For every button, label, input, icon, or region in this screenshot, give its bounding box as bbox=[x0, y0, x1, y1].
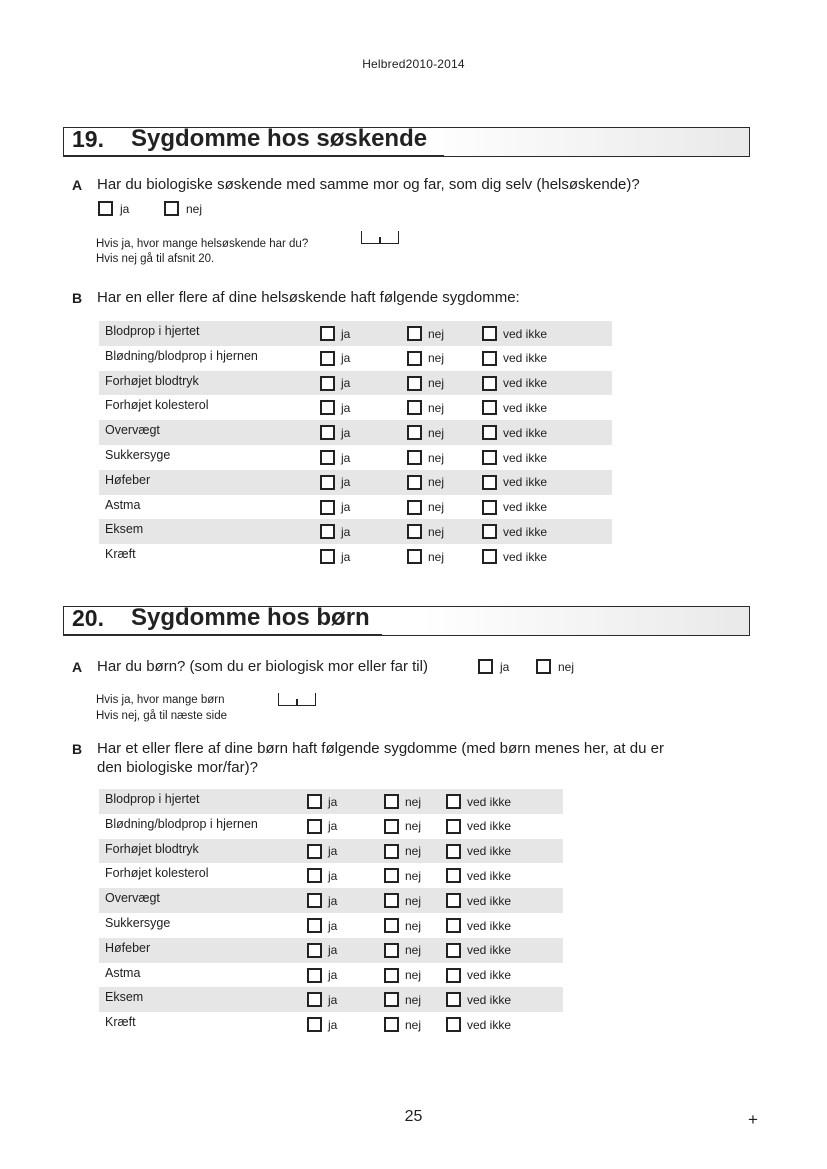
disease-name: Forhøjet blodtryk bbox=[105, 841, 199, 856]
checkbox[interactable] bbox=[307, 943, 322, 958]
table-row bbox=[99, 913, 563, 938]
q20a-count-input[interactable] bbox=[278, 693, 316, 706]
disease-name: Forhøjet blodtryk bbox=[105, 373, 199, 388]
answer-no-option[interactable] bbox=[407, 351, 444, 366]
answer-no-option[interactable] bbox=[407, 500, 444, 515]
checkbox[interactable] bbox=[407, 376, 422, 391]
answer-unknown-option[interactable] bbox=[482, 376, 547, 391]
answer-no-option[interactable] bbox=[407, 549, 444, 564]
answer-yes-label: ja bbox=[328, 968, 338, 983]
answer-unknown-label: ved ikke bbox=[467, 943, 512, 958]
answer-yes-option[interactable] bbox=[320, 549, 350, 564]
disease-name: Kræft bbox=[105, 1015, 136, 1030]
table-row bbox=[99, 346, 612, 371]
answer-no-label: nej bbox=[405, 918, 422, 933]
checkbox[interactable] bbox=[407, 549, 422, 564]
checkbox[interactable] bbox=[407, 326, 422, 341]
answer-unknown-option[interactable] bbox=[446, 968, 511, 983]
checkbox[interactable] bbox=[407, 425, 422, 440]
answer-yes-label: ja bbox=[341, 351, 351, 366]
answer-unknown-option[interactable] bbox=[446, 918, 511, 933]
table-row bbox=[99, 470, 612, 495]
checkbox[interactable] bbox=[320, 475, 335, 490]
answer-yes-label: ja bbox=[328, 819, 338, 834]
question-20b-text-line1: Har et eller flere af dine børn haft følgende sygdomme (med børn menes her, at du er bbox=[97, 740, 664, 757]
table-row bbox=[99, 544, 612, 569]
answer-unknown-option[interactable] bbox=[482, 475, 547, 490]
answer-no-option[interactable] bbox=[384, 992, 421, 1007]
answer-yes-option[interactable] bbox=[320, 450, 350, 465]
answer-yes-option[interactable] bbox=[307, 844, 337, 859]
checkbox[interactable] bbox=[320, 450, 335, 465]
answer-yes-label: ja bbox=[341, 500, 351, 515]
answer-yes-option[interactable] bbox=[320, 425, 350, 440]
answer-no-option[interactable] bbox=[384, 844, 421, 859]
answer-no-label: nej bbox=[405, 943, 422, 958]
checkbox[interactable] bbox=[446, 968, 461, 983]
answer-no-label: nej bbox=[405, 868, 422, 883]
answer-unknown-option[interactable] bbox=[446, 943, 511, 958]
checkbox[interactable] bbox=[407, 475, 422, 490]
checkbox[interactable] bbox=[320, 549, 335, 564]
answer-no-label: nej bbox=[428, 500, 445, 515]
checkbox[interactable] bbox=[307, 893, 322, 908]
answer-unknown-option[interactable] bbox=[482, 425, 547, 440]
answer-unknown-option[interactable] bbox=[446, 1017, 511, 1032]
q19a-followup-count: Hvis ja, hvor mange helsøskende har du? bbox=[96, 238, 309, 250]
checkbox[interactable] bbox=[384, 819, 399, 834]
answer-yes-option[interactable] bbox=[307, 968, 337, 983]
table-row bbox=[99, 814, 563, 839]
answer-yes-label: ja bbox=[328, 943, 338, 958]
checkbox[interactable] bbox=[482, 500, 497, 515]
checkbox[interactable] bbox=[384, 794, 399, 809]
answer-yes-label: ja bbox=[328, 794, 338, 809]
disease-name: Blødning/blodprop i hjernen bbox=[105, 348, 258, 363]
answer-no-label: nej bbox=[405, 819, 422, 834]
disease-name: Sukkersyge bbox=[105, 916, 171, 930]
section-20-underline bbox=[64, 634, 382, 636]
section-19-number: 19. bbox=[72, 126, 104, 152]
answer-yes-option[interactable] bbox=[320, 376, 350, 391]
checkbox[interactable] bbox=[384, 992, 399, 1007]
checkbox[interactable] bbox=[407, 524, 422, 539]
q19a-yes-option[interactable] bbox=[98, 201, 129, 216]
section-20-number: 20. bbox=[72, 605, 104, 631]
answer-unknown-label: ved ikke bbox=[467, 819, 512, 834]
answer-no-label: nej bbox=[428, 475, 445, 490]
table-row bbox=[99, 1012, 563, 1037]
answer-yes-option[interactable] bbox=[307, 918, 337, 933]
answer-unknown-label: ved ikke bbox=[503, 524, 548, 539]
question-20a-text: Har du børn? (som du er biologisk mor eller far til) bbox=[97, 658, 428, 675]
section-20-header bbox=[63, 606, 750, 636]
answer-yes-option[interactable] bbox=[320, 524, 350, 539]
checkbox[interactable] bbox=[384, 918, 399, 933]
answer-no-option[interactable] bbox=[407, 475, 444, 490]
section-19-header bbox=[63, 127, 750, 157]
checkbox[interactable] bbox=[407, 351, 422, 366]
section-20-title: Sygdomme hos børn bbox=[131, 604, 370, 631]
checkbox[interactable] bbox=[384, 943, 399, 958]
answer-unknown-label: ved ikke bbox=[503, 351, 548, 366]
q20a-no-option[interactable] bbox=[536, 659, 574, 674]
answer-no-option[interactable] bbox=[384, 819, 421, 834]
answer-yes-option[interactable] bbox=[307, 893, 337, 908]
answer-yes-label: ja bbox=[341, 450, 351, 465]
checkbox[interactable] bbox=[307, 868, 322, 883]
checkbox[interactable] bbox=[320, 425, 335, 440]
checkbox[interactable] bbox=[446, 893, 461, 908]
disease-name: Eksem bbox=[105, 990, 144, 1005]
disease-name: Kræft bbox=[105, 547, 136, 562]
disease-name: Overvægt bbox=[105, 891, 160, 906]
answer-no-option[interactable] bbox=[384, 794, 421, 809]
checkbox[interactable] bbox=[164, 201, 179, 216]
checkbox[interactable] bbox=[320, 351, 335, 366]
disease-name: Blodprop i hjertet bbox=[105, 324, 200, 338]
answer-no-option[interactable] bbox=[407, 524, 444, 539]
question-19a-letter: A bbox=[72, 177, 83, 193]
checkbox[interactable] bbox=[482, 400, 497, 415]
answer-unknown-label: ved ikke bbox=[503, 425, 548, 440]
checkbox[interactable] bbox=[307, 794, 322, 809]
page-header: Helbred2010-2014 bbox=[362, 57, 465, 71]
answer-yes-option[interactable] bbox=[320, 400, 350, 415]
checkbox[interactable] bbox=[307, 992, 322, 1007]
disease-name: Forhøjet kolesterol bbox=[105, 866, 209, 881]
answer-no-label: nej bbox=[428, 376, 445, 391]
answer-unknown-option[interactable] bbox=[446, 868, 511, 883]
checkbox[interactable] bbox=[320, 376, 335, 391]
checkbox[interactable] bbox=[482, 351, 497, 366]
q20a-followup-count: Hvis ja, hvor mange børn bbox=[96, 694, 225, 706]
table-row bbox=[99, 888, 563, 913]
q20a-followup-skip: Hvis nej, gå til næste side bbox=[96, 710, 228, 722]
answer-yes-label: ja bbox=[341, 376, 351, 391]
table-row bbox=[99, 445, 612, 470]
checkbox[interactable] bbox=[446, 918, 461, 933]
answer-no-label: nej bbox=[405, 968, 422, 983]
answer-unknown-option[interactable] bbox=[446, 992, 511, 1007]
answer-no-option[interactable] bbox=[407, 400, 444, 415]
disease-name: Blødning/blodprop i hjernen bbox=[105, 816, 258, 831]
checkbox[interactable] bbox=[478, 659, 493, 674]
answer-no-label: nej bbox=[428, 400, 445, 415]
checkbox[interactable] bbox=[482, 425, 497, 440]
answer-no-option[interactable] bbox=[384, 1017, 421, 1032]
checkbox[interactable] bbox=[446, 819, 461, 834]
q19a-no-label: nej bbox=[186, 201, 203, 216]
answer-unknown-label: ved ikke bbox=[503, 400, 548, 415]
answer-unknown-option[interactable] bbox=[482, 500, 547, 515]
question-19a-text: Har du biologiske søskende med samme mor og far, som dig selv (helsøskende)? bbox=[97, 176, 640, 193]
answer-unknown-label: ved ikke bbox=[467, 918, 512, 933]
disease-name: Astma bbox=[105, 965, 141, 980]
table-row bbox=[99, 321, 612, 346]
answer-unknown-option[interactable] bbox=[482, 450, 547, 465]
question-20a-letter: A bbox=[72, 659, 83, 675]
checkbox[interactable] bbox=[446, 943, 461, 958]
answer-no-label: nej bbox=[405, 844, 422, 859]
answer-no-option[interactable] bbox=[407, 376, 444, 391]
table-row bbox=[99, 371, 612, 396]
checkbox[interactable] bbox=[482, 524, 497, 539]
checkbox[interactable] bbox=[446, 992, 461, 1007]
checkbox[interactable] bbox=[407, 450, 422, 465]
answer-no-option[interactable] bbox=[384, 918, 421, 933]
answer-no-option[interactable] bbox=[384, 893, 421, 908]
checkbox[interactable] bbox=[307, 1017, 322, 1032]
table-row bbox=[99, 420, 612, 445]
table-row bbox=[99, 519, 612, 544]
checkbox[interactable] bbox=[482, 450, 497, 465]
answer-yes-option[interactable] bbox=[307, 943, 337, 958]
table-row bbox=[99, 395, 612, 420]
checkbox[interactable] bbox=[482, 376, 497, 391]
answer-yes-label: ja bbox=[341, 425, 351, 440]
question-19b-letter: B bbox=[72, 290, 83, 306]
q20a-yes-label: ja bbox=[500, 659, 510, 674]
checkbox[interactable] bbox=[446, 844, 461, 859]
table-row bbox=[99, 963, 563, 988]
answer-yes-label: ja bbox=[328, 893, 338, 908]
q19a-no-option[interactable] bbox=[164, 201, 202, 216]
checkbox[interactable] bbox=[482, 549, 497, 564]
table-row bbox=[99, 938, 563, 963]
answer-unknown-label: ved ikke bbox=[467, 893, 512, 908]
answer-unknown-label: ved ikke bbox=[467, 868, 512, 883]
checkbox[interactable] bbox=[446, 794, 461, 809]
answer-yes-label: ja bbox=[328, 868, 338, 883]
answer-no-option[interactable] bbox=[384, 968, 421, 983]
disease-name: Astma bbox=[105, 497, 141, 512]
answer-unknown-option[interactable] bbox=[446, 819, 511, 834]
checkbox[interactable] bbox=[384, 893, 399, 908]
table-row bbox=[99, 495, 612, 520]
answer-no-option[interactable] bbox=[407, 425, 444, 440]
answer-no-label: nej bbox=[405, 794, 422, 809]
answer-yes-label: ja bbox=[328, 992, 338, 1007]
answer-unknown-label: ved ikke bbox=[503, 500, 548, 515]
disease-name: Sukkersyge bbox=[105, 448, 171, 462]
checkbox[interactable] bbox=[307, 918, 322, 933]
checkbox[interactable] bbox=[307, 968, 322, 983]
checkbox[interactable] bbox=[536, 659, 551, 674]
answer-yes-label: ja bbox=[341, 400, 351, 415]
answer-unknown-label: ved ikke bbox=[467, 968, 512, 983]
answer-yes-label: ja bbox=[328, 918, 338, 933]
checkbox[interactable] bbox=[407, 500, 422, 515]
checkbox[interactable] bbox=[384, 868, 399, 883]
q19a-count-input[interactable] bbox=[361, 231, 399, 244]
answer-unknown-option[interactable] bbox=[482, 400, 547, 415]
answer-unknown-label: ved ikke bbox=[503, 549, 548, 564]
q19a-yes-label: ja bbox=[120, 201, 130, 216]
q19a-followup-skip: Hvis nej gå til afsnit 20. bbox=[96, 253, 215, 265]
answer-unknown-option[interactable] bbox=[482, 326, 547, 341]
page-number: 25 bbox=[404, 1108, 423, 1125]
answer-yes-option[interactable] bbox=[320, 500, 350, 515]
answer-yes-option[interactable] bbox=[320, 475, 350, 490]
answer-yes-option[interactable] bbox=[307, 819, 337, 834]
disease-name: Eksem bbox=[105, 522, 144, 537]
checkbox[interactable] bbox=[482, 326, 497, 341]
answer-unknown-label: ved ikke bbox=[467, 992, 512, 1007]
checkbox[interactable] bbox=[384, 1017, 399, 1032]
answer-unknown-label: ved ikke bbox=[503, 376, 548, 391]
answer-unknown-option[interactable] bbox=[446, 893, 511, 908]
answer-unknown-label: ved ikke bbox=[467, 1017, 512, 1032]
section-19-underline bbox=[64, 155, 444, 157]
answer-yes-option[interactable] bbox=[307, 868, 337, 883]
answer-no-option[interactable] bbox=[384, 868, 421, 883]
answer-yes-label: ja bbox=[341, 549, 351, 564]
table-row bbox=[99, 863, 563, 888]
answer-yes-option[interactable] bbox=[307, 794, 337, 809]
table-row bbox=[99, 839, 563, 864]
answer-unknown-label: ved ikke bbox=[503, 326, 548, 341]
answer-yes-label: ja bbox=[341, 475, 351, 490]
checkbox[interactable] bbox=[407, 400, 422, 415]
answer-no-label: nej bbox=[428, 351, 445, 366]
answer-unknown-option[interactable] bbox=[482, 549, 547, 564]
answer-no-label: nej bbox=[405, 1017, 422, 1032]
answer-unknown-label: ved ikke bbox=[503, 450, 548, 465]
answer-yes-option[interactable] bbox=[320, 351, 350, 366]
answer-no-option[interactable] bbox=[384, 943, 421, 958]
checkbox[interactable] bbox=[384, 844, 399, 859]
answer-yes-label: ja bbox=[341, 326, 351, 341]
q20a-no-label: nej bbox=[558, 659, 575, 674]
section-19-title: Sygdomme hos søskende bbox=[131, 125, 428, 152]
answer-no-label: nej bbox=[428, 425, 445, 440]
answer-no-label: nej bbox=[428, 549, 445, 564]
checkbox[interactable] bbox=[320, 524, 335, 539]
checkbox[interactable] bbox=[320, 400, 335, 415]
checkbox[interactable] bbox=[98, 201, 113, 216]
checkbox[interactable] bbox=[384, 968, 399, 983]
answer-no-label: nej bbox=[405, 893, 422, 908]
checkbox[interactable] bbox=[320, 326, 335, 341]
question-20b-text-line2: den biologiske mor/far)? bbox=[97, 759, 258, 776]
disease-name: Høfeber bbox=[105, 472, 151, 487]
answer-unknown-option[interactable] bbox=[482, 524, 547, 539]
checkbox[interactable] bbox=[446, 868, 461, 883]
answer-unknown-label: ved ikke bbox=[503, 475, 548, 490]
checkbox[interactable] bbox=[307, 844, 322, 859]
checkbox[interactable] bbox=[482, 475, 497, 490]
answer-unknown-label: ved ikke bbox=[467, 844, 512, 859]
q20a-yes-option[interactable] bbox=[478, 659, 509, 674]
checkbox[interactable] bbox=[307, 819, 322, 834]
registration-mark: + bbox=[748, 1110, 758, 1129]
answer-unknown-option[interactable] bbox=[446, 794, 511, 809]
answer-unknown-option[interactable] bbox=[482, 351, 547, 366]
checkbox[interactable] bbox=[320, 500, 335, 515]
answer-no-label: nej bbox=[428, 450, 445, 465]
answer-no-label: nej bbox=[428, 326, 445, 341]
disease-name: Forhøjet kolesterol bbox=[105, 398, 209, 413]
answer-no-label: nej bbox=[405, 992, 422, 1007]
table-row bbox=[99, 987, 563, 1012]
disease-name: Blodprop i hjertet bbox=[105, 792, 200, 806]
table-row bbox=[99, 789, 563, 814]
question-20b-letter: B bbox=[72, 741, 83, 757]
answer-unknown-option[interactable] bbox=[446, 844, 511, 859]
question-19b-text: Har en eller flere af dine helsøskende haft følgende sygdomme: bbox=[97, 289, 520, 306]
disease-name: Overvægt bbox=[105, 423, 160, 438]
answer-yes-label: ja bbox=[328, 844, 338, 859]
disease-name: Høfeber bbox=[105, 940, 151, 955]
answer-yes-label: ja bbox=[341, 524, 351, 539]
answer-no-label: nej bbox=[428, 524, 445, 539]
answer-yes-option[interactable] bbox=[307, 992, 337, 1007]
answer-yes-option[interactable] bbox=[307, 1017, 337, 1032]
answer-yes-label: ja bbox=[328, 1017, 338, 1032]
answer-no-option[interactable] bbox=[407, 450, 444, 465]
answer-unknown-label: ved ikke bbox=[467, 794, 512, 809]
answer-yes-option[interactable] bbox=[320, 326, 350, 341]
answer-no-option[interactable] bbox=[407, 326, 444, 341]
checkbox[interactable] bbox=[446, 1017, 461, 1032]
